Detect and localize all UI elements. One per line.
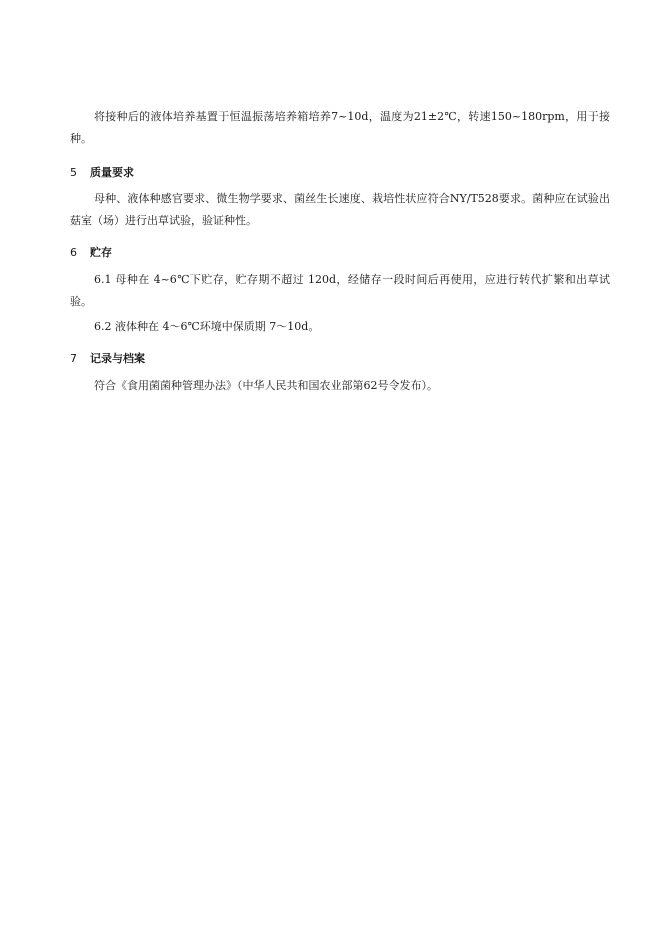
section-7-paragraph: 符合《食用菌菌种管理办法》（中华人民共和国农业部第62号令发布）。 bbox=[94, 379, 438, 392]
section-7-heading bbox=[70, 350, 145, 368]
section-title: 贮存 bbox=[90, 246, 112, 259]
section-6-heading bbox=[70, 244, 112, 262]
section-5-heading bbox=[70, 164, 134, 182]
section-5-paragraph: 母种、液体种感官要求、微生物学要求、菌丝生长速度、栽培性状应符合NY/T528要求。菌种应在试验出菇室（场）进行出草试验，验证种性。 bbox=[70, 192, 610, 227]
section-6-2-paragraph: 6.2 液体种在 4～6℃环境中保质期 7～10d。 bbox=[94, 320, 320, 333]
section-number: 7 bbox=[70, 352, 77, 365]
section-number: 5 bbox=[70, 166, 77, 179]
section-number: 6 bbox=[70, 246, 77, 259]
section-6-1-paragraph: 6.1 母种在 4~6℃下贮存，贮存期不超过 120d，经储存一段时间后再使用，应进行转代扩繁和出草试验。 bbox=[70, 273, 610, 308]
section-title: 记录与档案 bbox=[90, 352, 145, 365]
section-title: 质量要求 bbox=[90, 166, 134, 179]
intro-paragraph: 将接种后的液体培养基置于恒温振荡培养箱培养7~10d，温度为21±2℃，转速150~180rpm，用于接种。 bbox=[70, 110, 610, 145]
